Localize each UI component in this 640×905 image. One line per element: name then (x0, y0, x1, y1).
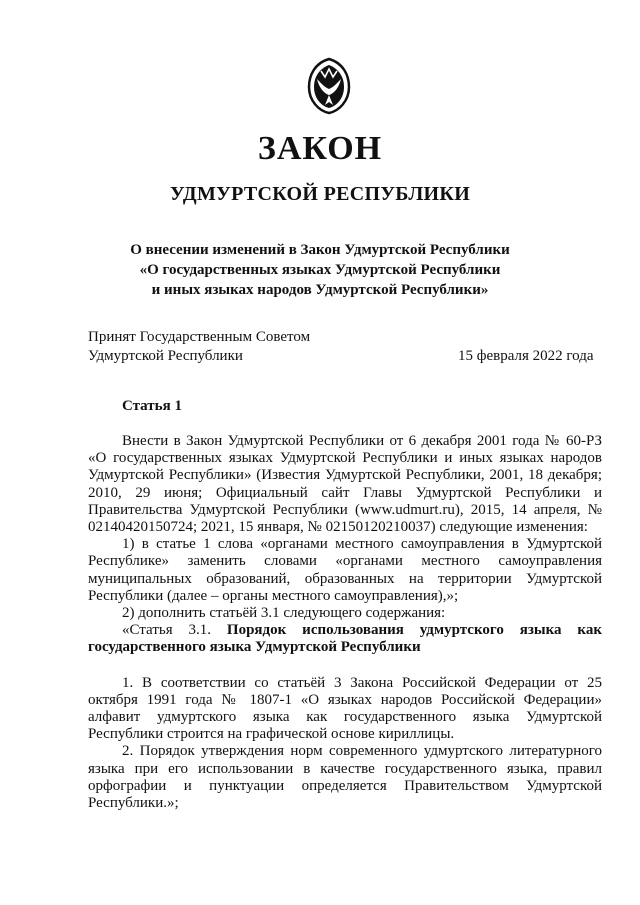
article-3-1-prefix: «Статья 3.1. (122, 622, 212, 639)
paragraph: 2) дополнить статьёй 3.1 следующего содержания: (122, 605, 446, 622)
coat-of-arms-emblem-icon (305, 57, 353, 115)
law-heading (0, 240, 640, 300)
adoption-date: 15 февраля 2022 года (458, 348, 594, 364)
adoption-info (88, 328, 310, 366)
document-subtitle: УДМУРТСКОЙ РЕСПУБЛИКИ (169, 183, 471, 205)
paragraph: 1) в статье 1 слова «органами местного самоуправления в Удмуртской Республике» заменить словами «органами местного самоуправления муниципальных образований, образованных на территории Удмуртской Республики (далее – органы местного самоуправления),»; (88, 536, 602, 604)
law-heading-line: «О государственных языках Удмуртской Республики (139, 262, 501, 278)
article-body (88, 433, 602, 812)
law-heading-line: и иных языках народов Удмуртской Республики» (151, 282, 489, 298)
paragraph-article-3-1 (88, 622, 602, 656)
paragraph: 2. Порядок утверждения норм современного удмуртского литературного языка при его использовании в качестве государственного языка, правил орфографии и пунктуации определяется Правительством Удмуртской Республики.»; (88, 743, 602, 812)
article-3-1-title: Порядок использования удмуртского языка как государственного языка Удмуртской Республики (88, 622, 602, 656)
paragraph: 1. В соответствии со статьёй 3 Закона Российской Федерации от 25 октября 1991 года № 1807-1 «О языках народов Российской Федерации» алфавит удмуртского языка как государственного языка Удмуртской Республики строится на графической основе кириллицы. (88, 674, 602, 743)
document-title: ЗАКОН (257, 130, 383, 167)
adopted-by-line2: Удмуртской Республики (88, 348, 243, 364)
adopted-by-line1: Принят Государственным Советом (88, 329, 311, 345)
paragraph: Внести в Закон Удмуртской Республики от 6 декабря 2001 года № 60-РЗ «О государственных языках Удмуртской Республики и иных языках народов Удмуртской Республики» (Известия Удмуртской Республики, 2001, 18 декабря; 2010, 29 июня; Официальный сайт Главы Удмуртской Республики и Правительства Удмуртской Республики (www.udmurt.ru), 2015, 14 апреля, № 02140420150724; 2021, 15 января, № 02150120210037) следующие изменения: (88, 433, 602, 536)
law-heading-line: О внесении изменений в Закон Удмуртской Республики (130, 242, 510, 258)
article-title: Статья 1 (122, 398, 182, 414)
